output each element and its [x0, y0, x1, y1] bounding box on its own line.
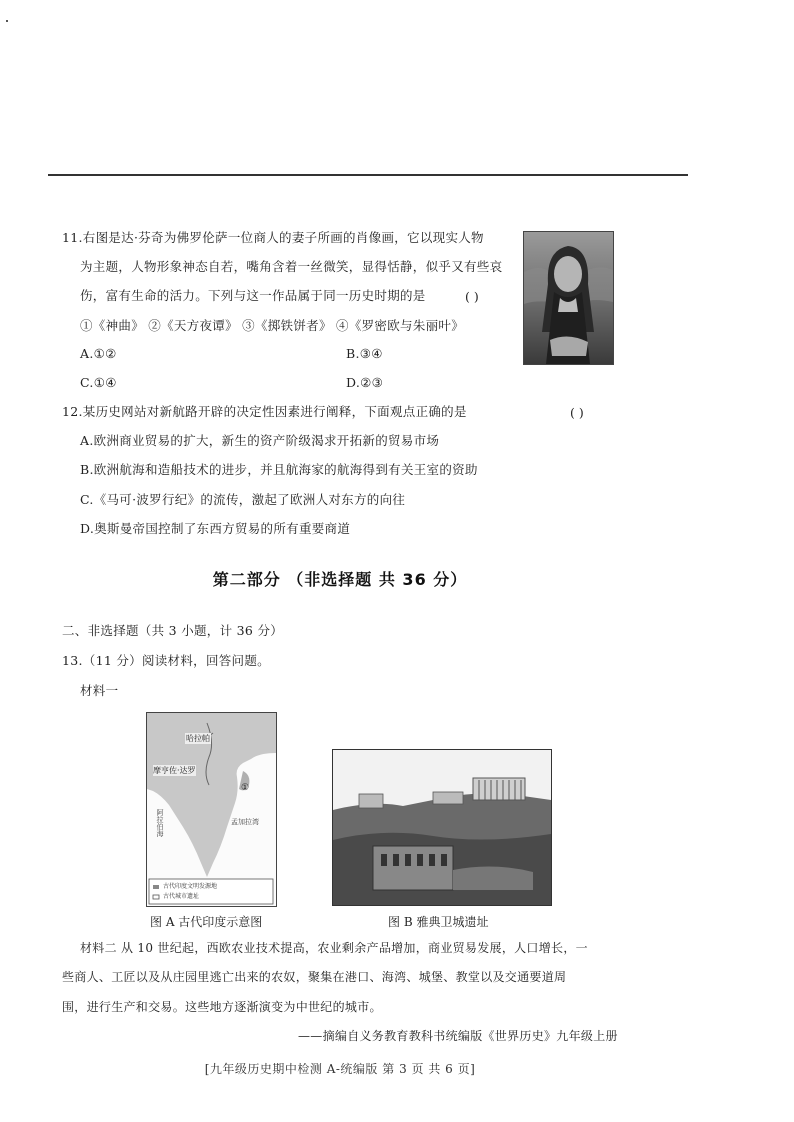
- q11-line3: 伤，富有生命的活力。下列与这一作品属于同一历史时期的是: [80, 288, 426, 303]
- q12-option-a[interactable]: A.欧洲商业贸易的扩大，新生的资产阶级渴求开拓新的贸易市场: [80, 433, 440, 448]
- material2-line1: 材料二 从 10 世纪起，西欧农业技术提高，农业剩余产品增加，商业贸易发展，人口增长，一: [80, 941, 588, 955]
- q11-line1: 11.右图是达·芬奇为佛罗伦萨一位商人的妻子所画的肖像画，它以现实人物: [62, 230, 484, 245]
- map-label-mohenjo-daro: 摩亨佐·达罗: [153, 766, 196, 775]
- q12-stem: 12.某历史网站对新航路开辟的决定性因素进行阐释，下面观点正确的是: [62, 404, 467, 419]
- figure-a-caption: 图 A 古代印度示意图: [150, 915, 263, 929]
- map-label-circle-one: ①: [241, 783, 250, 793]
- q13-stem: 13.（11 分）阅读材料，回答问题。: [62, 653, 270, 668]
- india-map-image: [146, 712, 277, 907]
- figure-b-caption: 图 B 雅典卫城遗址: [388, 915, 489, 929]
- map-label-harappa: 哈拉帕: [186, 734, 210, 743]
- q11-option-c[interactable]: C.①④: [80, 375, 117, 390]
- material2-line2: 些商人、工匠以及从庄园里逃亡出来的农奴，聚集在港口、海湾、城堡、教堂以及交通要道周: [62, 970, 567, 984]
- q11-answer-paren[interactable]: ( ): [465, 289, 479, 304]
- q11-option-d[interactable]: D.②③: [346, 375, 384, 390]
- map-label-bay-of-bengal: 孟加拉湾: [231, 818, 259, 826]
- q11-line2: 为主题，人物形象神态自若，嘴角含着一丝微笑，显得恬静，似乎又有些哀: [80, 259, 503, 274]
- q11-works: ①《神曲》 ②《天方夜谭》 ③《掷铁饼者》 ④《罗密欧与朱丽叶》: [80, 318, 465, 333]
- map-legend-origin: 古代印度文明发源地: [163, 883, 218, 890]
- material2-source: ——摘编自义务教育教科书统编版《世界历史》九年级上册: [298, 1029, 618, 1043]
- map-label-arabian-sea: 阿拉伯海: [156, 809, 164, 837]
- q11-option-a[interactable]: A.①②: [80, 346, 117, 361]
- page-footer: [九年级历史期中检测 A-统编版 第 3 页 共 6 页]: [204, 1062, 476, 1076]
- q12-option-c[interactable]: C.《马可·波罗行纪》的流传，激起了欧洲人对东方的向往: [80, 492, 406, 507]
- q12-option-d[interactable]: D.奥斯曼帝国控制了东西方贸易的所有重要商道: [80, 521, 351, 536]
- mona-lisa-image: [523, 231, 614, 365]
- part2-title: 第二部分 （非选择题 共 36 分）: [212, 570, 468, 589]
- top-rule: [48, 174, 688, 176]
- acropolis-photo: [332, 749, 552, 906]
- section2-heading: 二、非选择题（共 3 小题，计 36 分）: [62, 623, 284, 638]
- q11-option-b[interactable]: B.③④: [346, 346, 383, 361]
- scan-speck: [6, 20, 8, 22]
- q12-answer-paren[interactable]: ( ): [570, 405, 584, 420]
- map-legend-city: 古代城市遗址: [163, 893, 200, 900]
- q12-option-b[interactable]: B.欧洲航海和造船技术的进步，并且航海家的航海得到有关王室的资助: [80, 462, 478, 477]
- material2-line3: 围，进行生产和交易。这些地方逐渐演变为中世纪的城市。: [62, 1000, 382, 1014]
- material1-label: 材料一: [80, 683, 119, 698]
